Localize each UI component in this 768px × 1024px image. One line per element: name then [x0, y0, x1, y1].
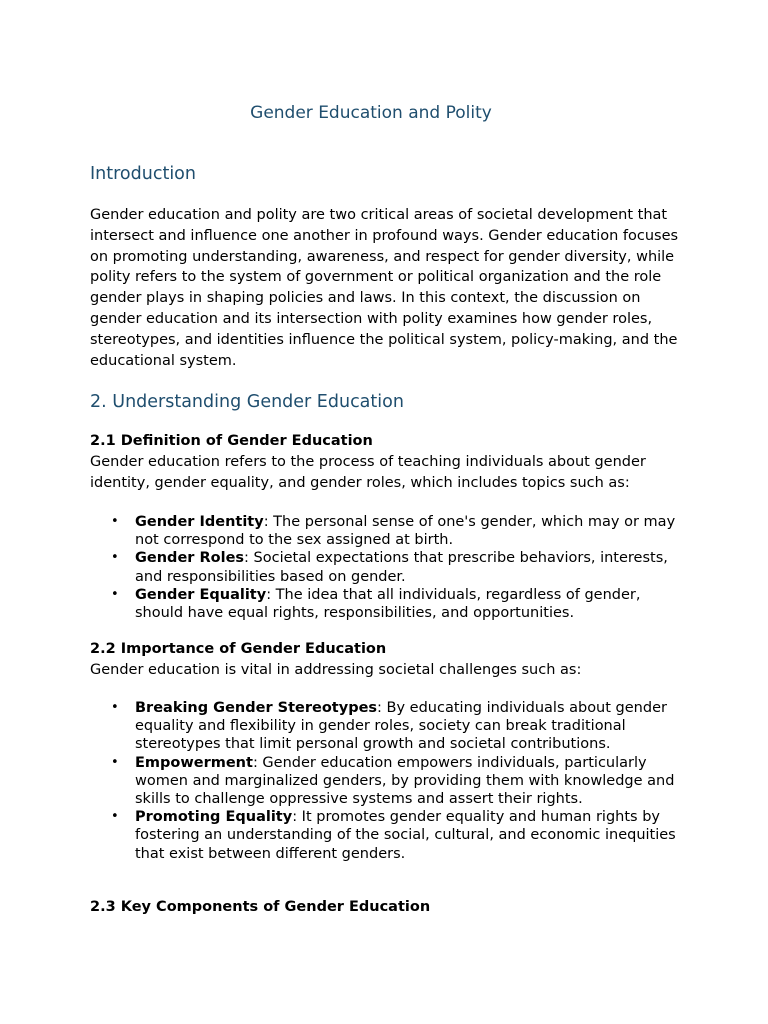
section-2-2-paragraph: Gender education is vital in addressing societal challenges such as:	[90, 662, 582, 678]
bullet-text: : The idea that all individuals, regardless of gender, should have equal rights, responsibilities, and opportunities.	[135, 586, 641, 622]
list-item	[90, 808, 686, 863]
bullet-text: : It promotes gender equality and human rights by fostering an understanding of the social, cultural, and economic inequities that exist between different genders.	[135, 809, 676, 862]
list-item	[90, 754, 686, 809]
bullet-term: Gender Roles	[135, 550, 245, 567]
bullet-text: : By educating individuals about gender equality and flexibility in gender roles, society can break traditional stereotypes that limit personal growth and societal contributions.	[135, 700, 667, 753]
bullet-icon: •	[111, 700, 119, 715]
bullet-term: Breaking Gender Stereotypes	[135, 700, 378, 716]
list-item	[90, 513, 686, 549]
bullet-icon: •	[111, 586, 119, 602]
bullet-icon: •	[111, 809, 119, 825]
introduction-heading: Introduction	[90, 164, 196, 184]
bullet-text: : Societal expectations that prescribe behaviors, interests, and responsibilities based on gender.	[135, 550, 668, 585]
bullet-icon: •	[111, 514, 119, 529]
section-2-2-heading: 2.2 Importance of Gender Education	[90, 641, 387, 657]
list-item	[90, 549, 686, 585]
bullet-term: Gender Identity	[135, 514, 264, 530]
document-title: Gender Education and Polity	[250, 103, 492, 123]
list-item	[90, 586, 686, 622]
introduction-paragraph: Gender education and polity are two critical areas of societal development that intersect and influence one another in profound ways. Gender education focuses on promoting understanding, awareness, and respect for gender diversity, while polity refers to the system of government or political organization and the role gender plays in shaping policies and laws. In this context, the discussion on gender education and its intersection with polity examines how gender roles, stereotypes, and identities influence the political system, policy-making, and the educational system.	[90, 207, 679, 369]
section-2-3-heading: 2.3 Key Components of Gender Education	[90, 899, 431, 915]
list-item	[90, 699, 686, 754]
section-2-2-bullet-list	[90, 699, 686, 863]
bullet-icon: •	[111, 754, 119, 770]
bullet-icon: •	[111, 550, 119, 566]
section-2-heading: 2. Understanding Gender Education	[90, 392, 404, 412]
bullet-term: Empowerment	[135, 754, 253, 771]
bullet-term: Gender Equality	[135, 586, 267, 603]
bullet-text: : Gender education empowers individuals, particularly women and marginalized genders, by providing them with knowledge and skills to challenge oppressive systems and assert their rights.	[135, 754, 675, 808]
section-2-1-bullet-list	[90, 513, 686, 622]
section-2-1-paragraph: Gender education refers to the process of teaching individuals about gender identity, gender equality, and gender roles, which includes topics such as:	[90, 454, 646, 491]
bullet-text: : The personal sense of one's gender, which may or may not correspond to the sex assigned at birth.	[135, 514, 676, 549]
bullet-term: Promoting Equality	[135, 809, 293, 826]
section-2-1-heading: 2.1 Definition of Gender Education	[90, 433, 373, 449]
